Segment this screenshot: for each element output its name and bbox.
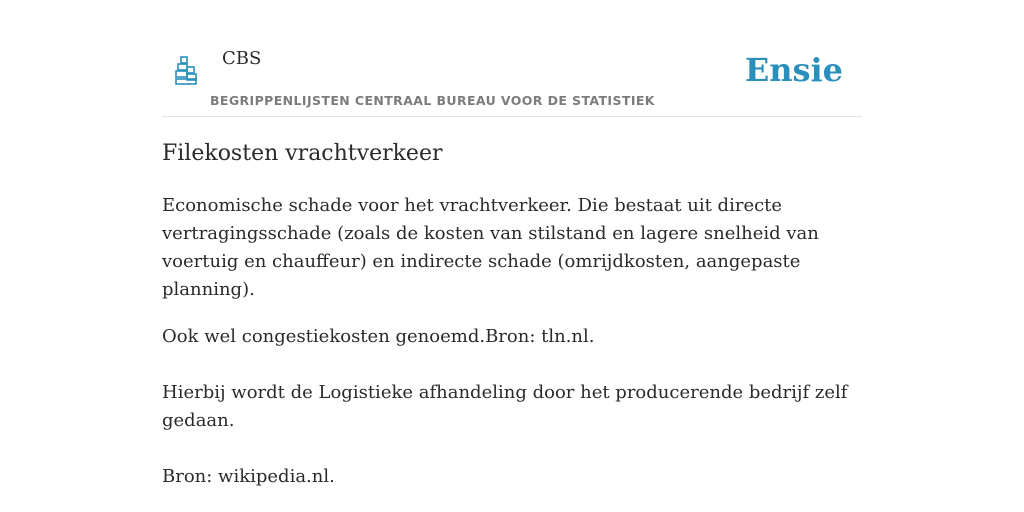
cbs-logo-icon[interactable] [174, 56, 198, 86]
definition-paragraph: Ook wel congestiekosten genoemd.Bron: tln.nl. [162, 326, 595, 347]
definition-paragraph: Hierbij wordt de Logistieke afhandeling door het producerende bedrijf zelf gedaan. [162, 382, 848, 431]
term-content [162, 138, 862, 491]
source-paragraph: Bron: wikipedia.nl. [162, 466, 335, 487]
definition-paragraph: Economische schade voor het vrachtverkeer. Die bestaat uit directe vertragingsschade (zoals de kosten van stilstand en lagere snelheid van voertuig en chauffeur) en indirecte schade (omrijdkosten, aangepaste planning). [162, 195, 819, 300]
ensie-logo-link[interactable]: Ensie [744, 51, 843, 89]
source-subtitle[interactable]: BEGRIPPENLIJSTEN CENTRAAL BUREAU VOOR DE STATISTIEK [210, 93, 655, 108]
term-title: Filekosten vrachtverkeer [162, 141, 443, 166]
source-name[interactable]: CBS [222, 48, 262, 69]
header [162, 40, 862, 117]
